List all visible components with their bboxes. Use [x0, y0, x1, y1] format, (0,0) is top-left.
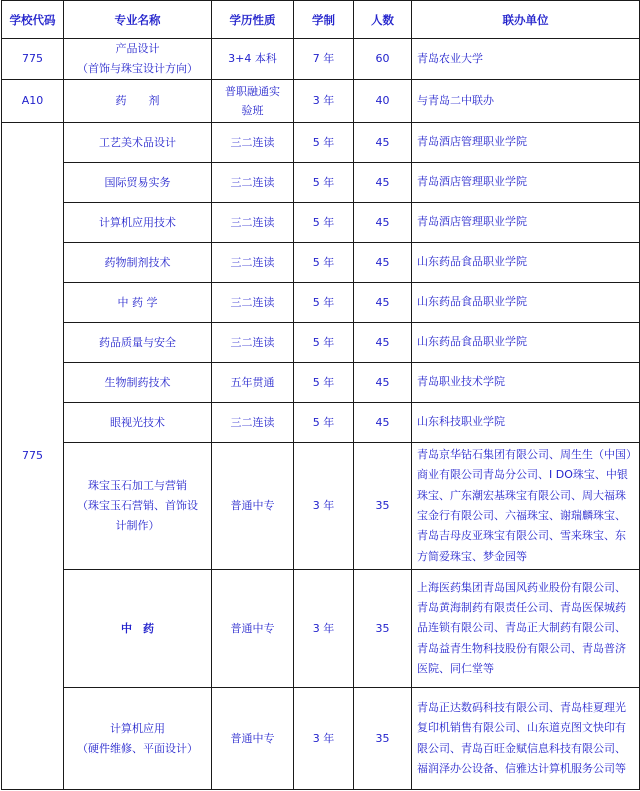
table-row: [2, 570, 640, 688]
major-name: 眼视光技术: [64, 403, 212, 443]
enrollment-count: 35: [354, 688, 412, 790]
duration: 3 年: [294, 443, 354, 570]
duration: 3 年: [294, 688, 354, 790]
enrollment-count: 45: [354, 163, 412, 203]
school-code: 775: [2, 39, 64, 80]
partner-unit: 青岛酒店管理职业学院: [412, 163, 640, 203]
major-name: 药 剂: [64, 80, 212, 123]
header-education: 学历性质: [212, 1, 294, 39]
duration: 3 年: [294, 570, 354, 688]
enrollment-count: 45: [354, 403, 412, 443]
education-type: 三二连读: [212, 243, 294, 283]
major-name: 中 药: [64, 570, 212, 688]
major-title: 计算机应用: [110, 721, 165, 735]
major-name: [64, 443, 212, 570]
duration: 5 年: [294, 123, 354, 163]
partner-unit: 与青岛二中联办: [412, 80, 640, 123]
duration: 5 年: [294, 403, 354, 443]
enrollment-count: 45: [354, 323, 412, 363]
table-row: [2, 243, 640, 283]
header-row: [2, 1, 640, 39]
duration: 3 年: [294, 80, 354, 123]
major-name: 药物制剂技术: [64, 243, 212, 283]
enrollment-table: [1, 0, 640, 790]
table-row: [2, 363, 640, 403]
education-type: 三二连读: [212, 203, 294, 243]
duration: 5 年: [294, 323, 354, 363]
duration: 5 年: [294, 163, 354, 203]
education-type: 普通中专: [212, 443, 294, 570]
table-row: [2, 323, 640, 363]
major-name: 中 药 学: [64, 283, 212, 323]
education-text: 普职融通实验班: [225, 85, 280, 117]
partner-unit: 山东药品食品职业学院: [412, 283, 640, 323]
duration: 7 年: [294, 39, 354, 80]
header-years: 学制: [294, 1, 354, 39]
table-row: [2, 163, 640, 203]
major-name: 药品质量与安全: [64, 323, 212, 363]
header-major: 专业名称: [64, 1, 212, 39]
duration: 5 年: [294, 363, 354, 403]
duration: 5 年: [294, 283, 354, 323]
major-name: 生物制药技术: [64, 363, 212, 403]
header-partner: 联办单位: [412, 1, 640, 39]
enrollment-count: 40: [354, 80, 412, 123]
partner-unit: 青岛职业技术学院: [412, 363, 640, 403]
header-code: 学校代码: [2, 1, 64, 39]
table-row: [2, 403, 640, 443]
education-type: 三二连读: [212, 283, 294, 323]
enrollment-count: 45: [354, 283, 412, 323]
partner-unit: 山东药品食品职业学院: [412, 323, 640, 363]
partner-unit: 青岛酒店管理职业学院: [412, 123, 640, 163]
major-name: [64, 688, 212, 790]
duration: 5 年: [294, 203, 354, 243]
education-type: [212, 80, 294, 123]
enrollment-count: 60: [354, 39, 412, 80]
major-name: 国际贸易实务: [64, 163, 212, 203]
education-type: 三二连读: [212, 163, 294, 203]
major-name: 工艺美术品设计: [64, 123, 212, 163]
major-subtitle: （首饰与珠宝设计方向）: [77, 62, 198, 75]
major-name: [64, 39, 212, 80]
table-row: [2, 203, 640, 243]
partner-unit: 青岛农业大学: [412, 39, 640, 80]
duration: 5 年: [294, 243, 354, 283]
table-row: [2, 39, 640, 80]
partner-unit: 青岛酒店管理职业学院: [412, 203, 640, 243]
education-type: 三二连读: [212, 323, 294, 363]
education-type: 三二连读: [212, 123, 294, 163]
enrollment-count: 45: [354, 203, 412, 243]
partner-unit: 青岛京华钻石集团有限公司、周生生（中国）商业有限公司青岛分公司、I DO珠宝、中银珠宝、广东潮宏基珠宝有限公司、周大福珠宝金行有限公司、六福珠宝、谢瑞麟珠宝、青岛吉母皮亚珠宝有限公司、雪来珠宝、东方简爱珠宝、梦金园等: [412, 443, 640, 570]
school-code: A10: [2, 80, 64, 123]
enrollment-count: 35: [354, 570, 412, 688]
major-title: 珠宝玉石加工与营销: [88, 479, 187, 492]
enrollment-count: 45: [354, 123, 412, 163]
education-type: 普通中专: [212, 570, 294, 688]
partner-unit: 山东科技职业学院: [412, 403, 640, 443]
education-type: 五年贯通: [212, 363, 294, 403]
enrollment-count: 45: [354, 243, 412, 283]
partner-unit: 上海医药集团青岛国风药业股份有限公司、青岛黄海制药有限责任公司、青岛医保城药品连锁有限公司、青岛正大制药有限公司、青岛益青生物科技股份有限公司、青岛普济医院、同仁堂等: [412, 570, 640, 688]
enrollment-count: 45: [354, 363, 412, 403]
major-name: 计算机应用技术: [64, 203, 212, 243]
table-row: [2, 688, 640, 790]
partner-unit: 山东药品食品职业学院: [412, 243, 640, 283]
major-subtitle: （珠宝玉石营销、首饰设计制作）: [77, 499, 198, 532]
education-type: 三二连读: [212, 403, 294, 443]
enrollment-count: 35: [354, 443, 412, 570]
education-type: 3+4 本科: [212, 39, 294, 80]
major-subtitle: （硬件维修、平面设计）: [77, 741, 198, 755]
table-row: [2, 283, 640, 323]
table-row: [2, 123, 640, 163]
major-title: 产品设计: [115, 42, 160, 55]
school-code: 775: [2, 123, 64, 790]
partner-unit: 青岛正达数码科技有限公司、青岛桂夏理光复印机销售有限公司、山东道克图文快印有限公司、青岛百旺金赋信息科技有限公司、福润泽办公设备、信雅达计算机服务公司等: [412, 688, 640, 790]
header-count: 人数: [354, 1, 412, 39]
table-row: [2, 443, 640, 570]
table-row: [2, 80, 640, 123]
education-type: 普通中专: [212, 688, 294, 790]
